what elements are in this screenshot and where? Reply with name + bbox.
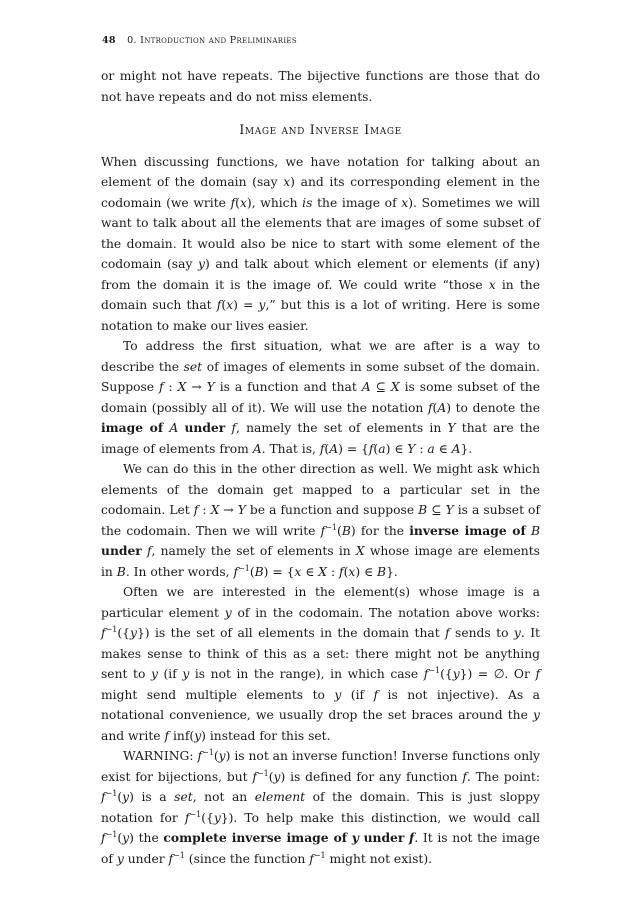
running-head <box>102 35 297 46</box>
paragraph-1: When discussing functions, we have notation for talking about an element of the domain (say x) and its corresponding element in the codomain (we write f(x), which is the image of x). Sometimes we will want to talk about all the elements that are images of some subset of the domain. It would also be nice to start with some element of the codomain (say y) and talk about which element or elements (if any) from the domain it is the image of. We could write “those x in the domain such that f(x) = y,” but this is a lot of writing. Here is some notation to make our lives easier. <box>101 154 540 333</box>
term-image-of: image of <box>101 420 164 435</box>
term-inverse-image-of: inverse image of <box>409 522 526 538</box>
emph-set: set <box>183 359 203 374</box>
term-under-1: under <box>184 420 226 435</box>
chapter-title: 0. Introduction and Preliminaries <box>127 35 297 46</box>
paragraph-3: We can do this in the other direction as well. We might ask which elements of the domain get mapped to a particular set in the codomain. Let f : X → Y be a function and suppose B ⊆ Y is a subset of the codomain. Then we will write $f^{-1}(B)$ for the inverse image of B under f, namely the set of elements in X whose image are elements in B. In other words, $f^{-1}(B) = \{x$ ∈ X : f(x) ∈ B}. <box>101 462 541 579</box>
warning-label: WARNING: <box>123 749 194 763</box>
paragraph-4: Often we are interested in the element(s) whose image is a particular element y of in the codomain. The notation above works: $f^{-1}(\{y\})$ is the set of all elements in the domain that f sends to y. It makes sense to think of this as a set: there might not be anything sent to y (if y is not in the range), in which case $f^{-1}(\{y\})$ = ∅. Or f might send multiple elements to y (if f is not injective). As a notational convenience, we usually drop the set braces around the y and write f inf(y) instead for this set. <box>101 585 541 743</box>
emph-is: is <box>302 195 313 210</box>
emph-set-2: set <box>174 790 193 804</box>
page-number: 48 <box>102 35 116 46</box>
term-complete-inverse-image-of: complete inverse image of <box>163 830 348 845</box>
term-under-2: under <box>101 543 142 558</box>
term-under-3: under <box>363 830 405 845</box>
section-heading: Image and Inverse Image <box>239 123 402 138</box>
emph-element: element <box>254 790 306 804</box>
paragraph-5: WARNING: $f^{-1}(y)$ is not an inverse function! Inverse functions only exist for bijections, but $f^{-1}(y)$ is defined for any function f. The point: $f^{-1}(y)$ is a set, not an element of the domain. This is just sloppy notation for $f^{-1}(\{y\})$. To help make this distinction, we would call $f^{-1}(y)$ the complete inverse image of y under f. It is not the image of y under $f^{-1}$ (since the function $f^{-1}$ might not exist). <box>101 748 541 866</box>
intro-paragraph: or might not have repeats. The bijective functions are those that do not have repeats and do not miss elements. <box>101 69 540 104</box>
body-text <box>101 66 540 869</box>
paragraph-2: To address the first situation, what we are after is a way to describe the set of images of elements in some subset of the domain. Suppose f : X → Y is a function and that A ⊆ X is some subset of the domain (possibly all of it). We will use the notation f(A) to denote the image of A under f, namely the set of elements in Y that are the image of elements from A. That is, f(A) = {f(a) ∈ Y : a ∈ A}. <box>101 339 540 456</box>
